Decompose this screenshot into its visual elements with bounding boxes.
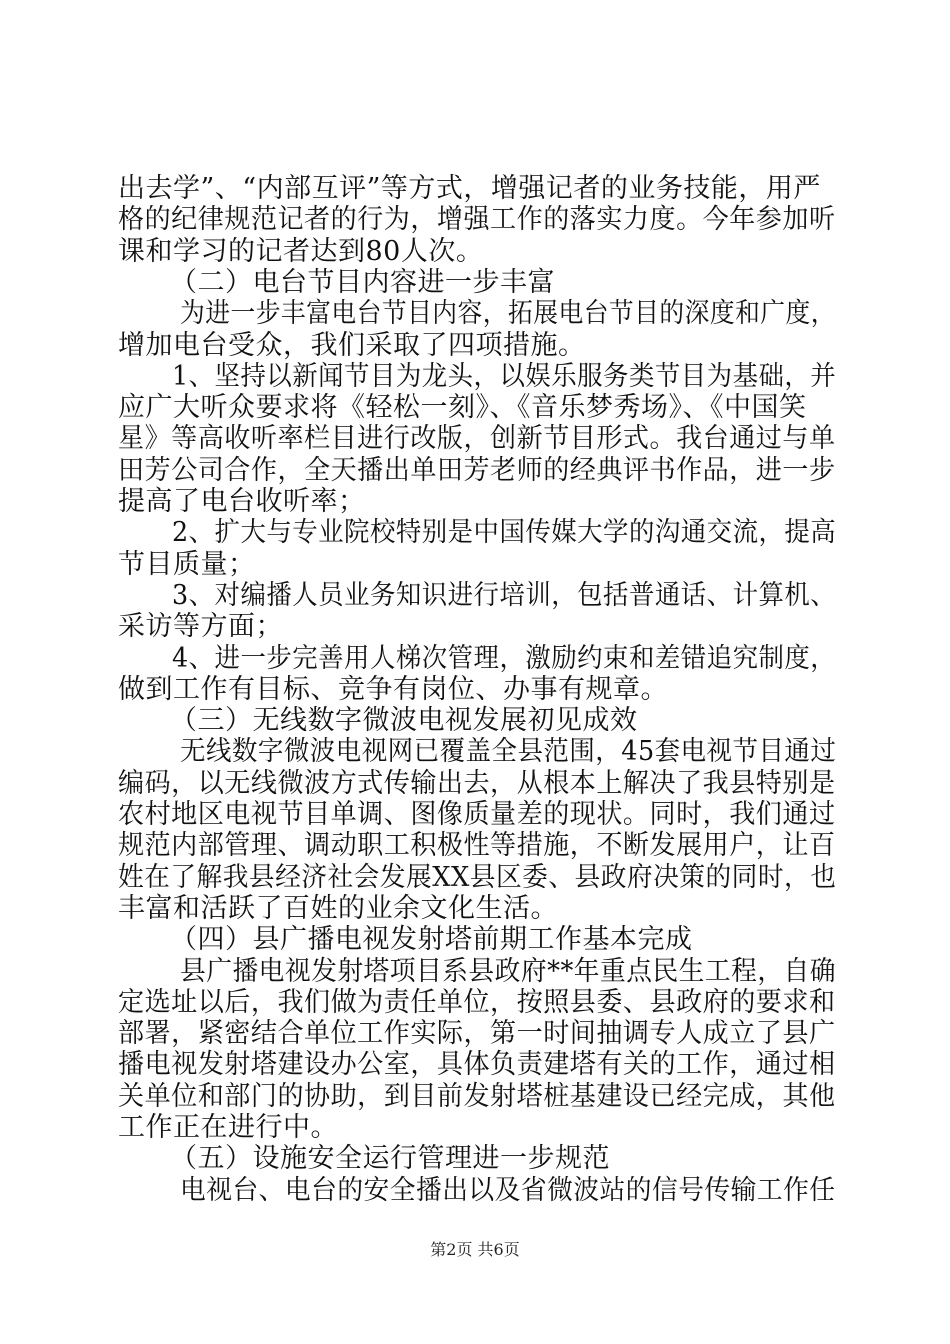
text-line: 规范内部管理、调动职工积极性等措施，不断发展用户，让百 xyxy=(118,830,836,862)
text-line: 关单位和部门的协助，到目前发射塔桩基建设已经完成，其他 xyxy=(118,1080,836,1112)
text-line: 定选址以后，我们做为责任单位，按照县委、县政府的要求和 xyxy=(118,986,836,1018)
text-line: 姓在了解我县经济社会发展XX县区委、县政府决策的同时，也 xyxy=(118,861,837,893)
text-line: 提高了电台收听率； xyxy=(118,486,366,517)
text-line: 无线数字微波电视网已覆盖全县范围，45套电视节目通过 xyxy=(180,736,837,768)
section-heading: （二）电台节目内容进一步丰富 xyxy=(170,266,555,298)
text-line: 田芳公司合作，全天播出单田芳老师的经典评书作品，进一步 xyxy=(118,454,836,486)
text-line: 星》等高收听率栏目进行改版，创新节目形式。我台通过与单 xyxy=(118,423,836,455)
text-line: 为进一步丰富电台节目内容，拓展电台节目的深度和广度， xyxy=(180,298,836,330)
text-line: 工作正在进行中。 xyxy=(118,1112,338,1143)
list-item: 1、坚持以新闻节目为龙头，以娱乐服务类节目为基础，并 xyxy=(172,360,837,392)
text-line: 做到工作有目标、竞争有岗位、办事有规章。 xyxy=(118,673,668,705)
list-item: 3、对编播人员业务知识进行培训，包括普通话、计算机、 xyxy=(172,579,837,611)
section-heading: （四）县广播电视发射塔前期工作基本完成 xyxy=(170,924,693,956)
list-item: 2、扩大与专业院校特别是中国传媒大学的沟通交流，提高 xyxy=(172,517,837,549)
text-line: 增加电台受众，我们采取了四项措施。 xyxy=(118,329,586,361)
section-heading: （三）无线数字微波电视发展初见成效 xyxy=(170,705,638,737)
text-line: 播电视发射塔建设办公室，具体负责建塔有关的工作，通过相 xyxy=(118,1049,836,1081)
text-line: 县广播电视发射塔项目系县政府**年重点民生工程，自确 xyxy=(180,955,836,987)
section-heading: （五）设施安全运行管理进一步规范 xyxy=(170,1143,610,1175)
text-line: 部署，紧密结合单位工作实际，第一时间抽调专人成立了县广 xyxy=(118,1018,836,1050)
text-line: 农村地区电视节目单调、图像质量差的现状。同时，我们通过 xyxy=(118,799,836,830)
list-item: 4、进一步完善用人梯次管理，激励约束和差错追究制度， xyxy=(172,642,837,674)
text-line: 出去学”、“内部互评”等方式，增强记者的业务技能，用严 xyxy=(118,173,821,204)
text-line: 采访等方面； xyxy=(118,611,283,643)
text-line: 丰富和活跃了百姓的业余文化生活。 xyxy=(118,892,558,924)
text-line: 课和学习的记者达到80人次。 xyxy=(118,235,484,267)
text-line: 节目质量； xyxy=(118,548,256,580)
text-line: 应广大听众要求将《轻松一刻》、《音乐梦秀场》、《中国笑 xyxy=(118,392,807,424)
text-line: 电视台、电台的安全播出以及省微波站的信号传输工作任 xyxy=(180,1174,836,1206)
page-footer: 第2页 共6页 xyxy=(430,1240,520,1259)
text-line: 编码，以无线微波方式传输出去，从根本上解决了我县特别是 xyxy=(118,767,836,799)
text-line: 格的纪律规范记者的行为，增强工作的落实力度。今年参加听 xyxy=(118,204,836,236)
